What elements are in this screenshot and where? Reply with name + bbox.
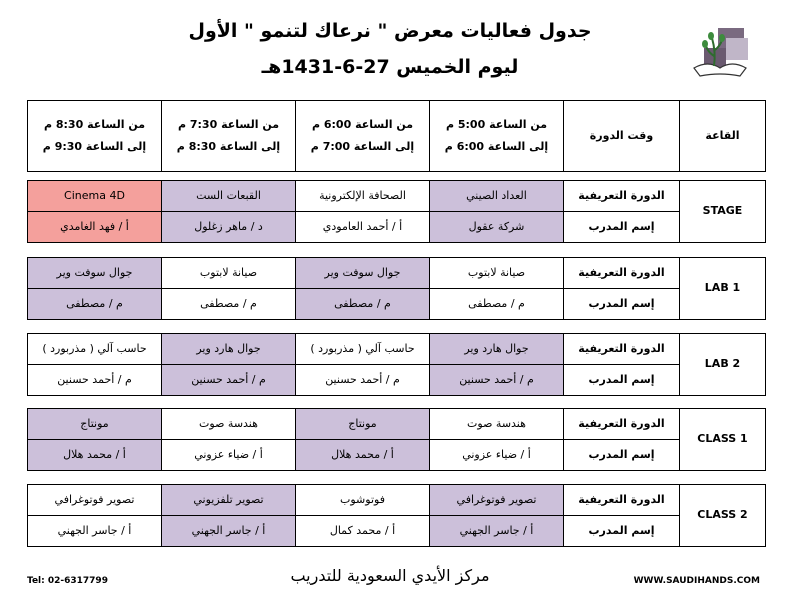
- course-row-label: الدورة التعريفية: [564, 334, 680, 365]
- course-cell: مونتاج: [28, 409, 162, 440]
- footer-website: WWW.SAUDIHANDS.COM: [633, 576, 760, 586]
- time-slot-4: من الساعة 8:30 م إلى الساعة 9:30 م: [28, 101, 162, 172]
- course-cell: هندسة صوت: [162, 409, 296, 440]
- hands-logo-icon: [690, 22, 750, 82]
- schedule-title: جدول فعاليات معرض " نرعاك لتنمو " الأول: [188, 20, 592, 42]
- room-block-lab2: [27, 333, 766, 396]
- trainer-cell: أ / ضياء عزوني: [430, 440, 564, 471]
- course-row-label: الدورة التعريفية: [564, 181, 680, 212]
- course-cell: مونتاج: [296, 409, 430, 440]
- trainer-cell: أ / جاسر الجهني: [162, 516, 296, 547]
- course-cell: جوال سوفت وير: [296, 258, 430, 289]
- course-cell: فوتوشوب: [296, 485, 430, 516]
- trainer-row-label: إسم المدرب: [564, 516, 680, 547]
- trainer-cell: م / مصطفى: [28, 289, 162, 320]
- course-cell: تصوير فوتوغرافي: [430, 485, 564, 516]
- course-cell: صيانة لابتوب: [162, 258, 296, 289]
- trainer-cell: أ / جاسر الجهني: [430, 516, 564, 547]
- course-cell: حاسب آلي ( مذربورد ): [28, 334, 162, 365]
- room-name: STAGE: [680, 181, 766, 243]
- trainer-row-label: إسم المدرب: [564, 212, 680, 243]
- trainer-cell: م / مصطفى: [430, 289, 564, 320]
- trainer-cell: أ / أحمد العامودي: [296, 212, 430, 243]
- trainer-cell: شركة عقول: [430, 212, 564, 243]
- trainer-cell: م / أحمد حسنين: [28, 365, 162, 396]
- room-block-class2: [27, 484, 766, 547]
- room-block-stage: [27, 180, 766, 243]
- course-row-label: الدورة التعريفية: [564, 485, 680, 516]
- room-block-lab1: [27, 257, 766, 320]
- room-column-label: القاعة: [680, 101, 766, 172]
- room-block-class1: [27, 408, 766, 471]
- trainer-row-label: إسم المدرب: [564, 440, 680, 471]
- course-cell: تصوير فوتوغرافي: [28, 485, 162, 516]
- trainer-cell: أ / فهد الغامدي: [28, 212, 162, 243]
- trainer-cell: أ / ضياء عزوني: [162, 440, 296, 471]
- trainer-cell: أ / جاسر الجهني: [28, 516, 162, 547]
- trainer-cell: أ / محمد هلال: [28, 440, 162, 471]
- trainer-row-label: إسم المدرب: [564, 365, 680, 396]
- time-slot-2: من الساعة 6:00 م إلى الساعة 7:00 م: [296, 101, 430, 172]
- course-cell: تصوير تلفزيوني: [162, 485, 296, 516]
- course-cell: الصحافة الإلكترونية: [296, 181, 430, 212]
- footer-phone: Tel: 02-6317799: [27, 576, 108, 586]
- course-cell: جوال هارد وير: [430, 334, 564, 365]
- course-cell: جوال سوفت وير: [28, 258, 162, 289]
- trainer-cell: أ / محمد كمال: [296, 516, 430, 547]
- trainer-cell: د / ماهر زغلول: [162, 212, 296, 243]
- time-slot-1: من الساعة 5:00 م إلى الساعة 6:00 م: [430, 101, 564, 172]
- course-cell: القبعات الست: [162, 181, 296, 212]
- room-name: CLASS 1: [680, 409, 766, 471]
- course-cell: جوال هارد وير: [162, 334, 296, 365]
- schedule-date: ليوم الخميس 27-6-1431هـ: [261, 56, 519, 78]
- trainer-cell: م / مصطفى: [296, 289, 430, 320]
- course-cell: هندسة صوت: [430, 409, 564, 440]
- room-name: LAB 1: [680, 258, 766, 320]
- trainer-row-label: إسم المدرب: [564, 289, 680, 320]
- course-cell: Cinema 4D: [28, 181, 162, 212]
- trainer-cell: أ / محمد هلال: [296, 440, 430, 471]
- room-name: CLASS 2: [680, 485, 766, 547]
- course-cell: العداد الصيني: [430, 181, 564, 212]
- course-row-label: الدورة التعريفية: [564, 258, 680, 289]
- course-row-label: الدورة التعريفية: [564, 409, 680, 440]
- course-cell: صيانة لابتوب: [430, 258, 564, 289]
- trainer-cell: م / أحمد حسنين: [430, 365, 564, 396]
- header-table: [27, 100, 766, 172]
- room-name: LAB 2: [680, 334, 766, 396]
- trainer-cell: م / مصطفى: [162, 289, 296, 320]
- course-cell: حاسب آلي ( مذربورد ): [296, 334, 430, 365]
- trainer-cell: م / أحمد حسنين: [162, 365, 296, 396]
- trainer-cell: م / أحمد حسنين: [296, 365, 430, 396]
- time-column-label: وقت الدورة: [564, 101, 680, 172]
- footer-org-name: مركز الأيدي السعودية للتدريب: [290, 566, 490, 585]
- time-slot-3: من الساعة 7:30 م إلى الساعة 8:30 م: [162, 101, 296, 172]
